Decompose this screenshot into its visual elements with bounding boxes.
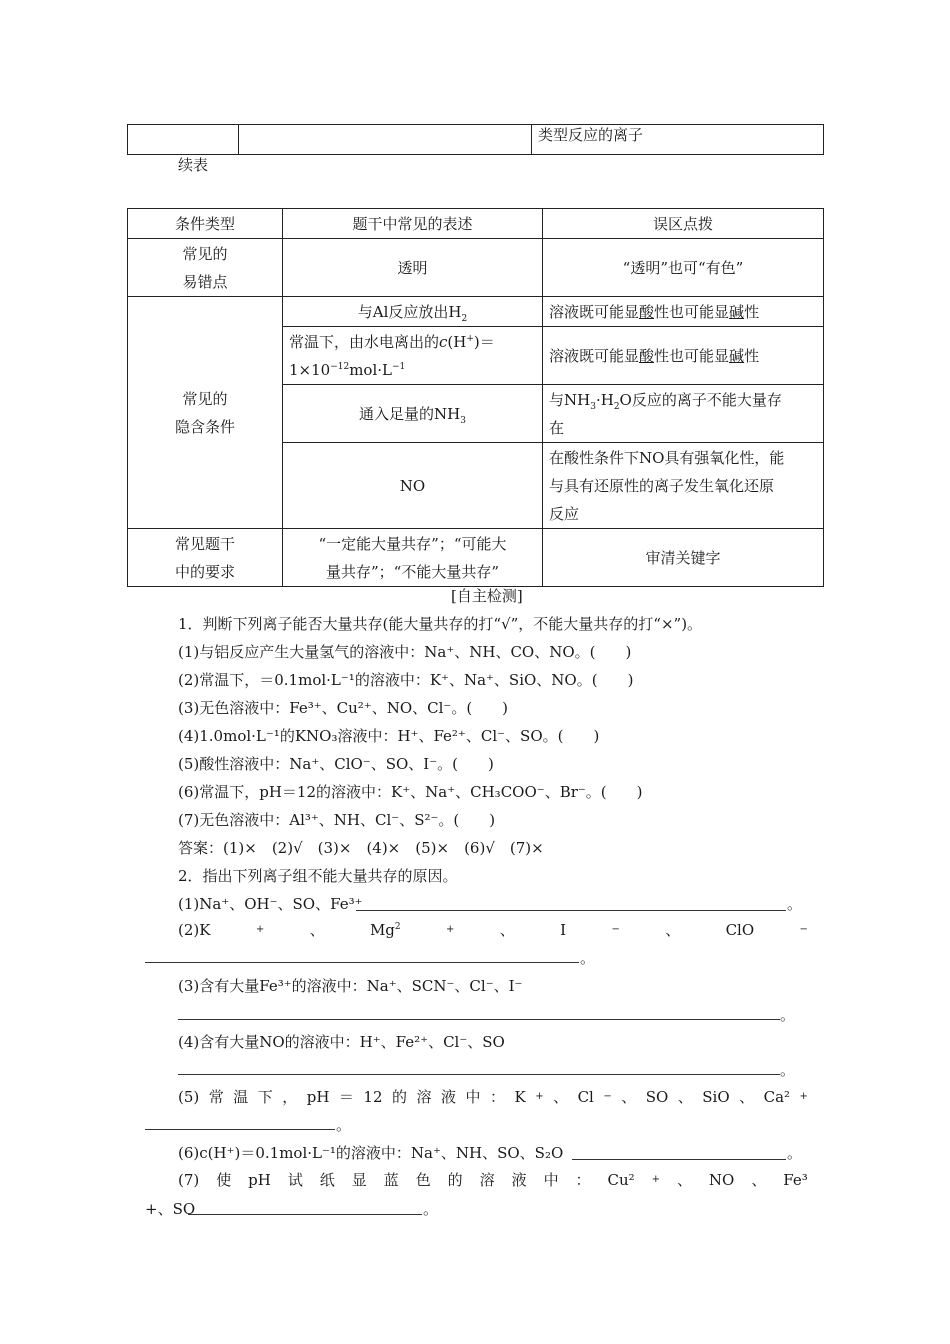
q2-item-5: (5) 常 温 下 ， pH ＝ 12 的 溶 液 中 ： K + 、 Cl − 、 SO 、 SiO 、 Ca² + bbox=[178, 1088, 808, 1106]
q1-item: (7)无色溶液中：Al³⁺、NH、Cl⁻、S²⁻。( ) bbox=[178, 811, 496, 829]
continued-label: 续表 bbox=[178, 156, 209, 174]
expr-cell: 与Al反应放出$H_2$ bbox=[283, 297, 543, 327]
top-cell-2 bbox=[239, 125, 532, 155]
q2-stem: 2．指出下列离子组不能大量共存的原因。 bbox=[178, 867, 458, 885]
expr-cell: 透明 bbox=[283, 239, 543, 297]
tip-cell: 溶液既可能显酸性也可能显碱性 bbox=[543, 297, 824, 327]
period: 。 bbox=[336, 1116, 352, 1134]
period: 。 bbox=[423, 1200, 439, 1218]
tip-cell: 与$NH_3\cdot H_2O$反应的离子不能大量存 在 bbox=[543, 385, 824, 443]
type-line: 常见的 bbox=[182, 244, 228, 263]
header-type: 条件类型 bbox=[128, 209, 283, 239]
q2-item-3: (3)含有大量Fe³⁺的溶液中：Na⁺、SCN⁻、Cl⁻、I⁻ bbox=[178, 977, 523, 995]
q2-item-6: (6)c(H⁺)＝0.1mol·L⁻¹的溶液中：Na⁺、NH、SO、S₂O bbox=[178, 1144, 564, 1162]
period: 。 bbox=[780, 1006, 796, 1024]
answer-blank[interactable] bbox=[178, 1019, 780, 1020]
tip-cell: 溶液既可能显酸性也可能显碱性 bbox=[543, 327, 824, 385]
table-row bbox=[128, 297, 824, 327]
expr-cell: 常温下，由水电离出的c(H+)＝ $1\times 10^{-12}mol\cdot L^{-1}$ bbox=[283, 327, 543, 385]
q2-item-7: (7) 使 pH 试 纸 显 蓝 色 的 溶 液 中 ： Cu² + 、 NO 、 Fe³ bbox=[178, 1171, 808, 1189]
top-table-fragment bbox=[127, 124, 824, 155]
period: 。 bbox=[780, 1061, 796, 1079]
q1-answer: 答案：(1)× (2)√ (3)× (4)× (5)× (6)√ (7)× bbox=[178, 839, 544, 857]
section-title: [自主检测] bbox=[451, 587, 523, 605]
type-cell bbox=[128, 297, 283, 529]
q2-item-1: (1)Na⁺、OH⁻、SO、Fe³⁺ bbox=[178, 895, 363, 913]
period: 。 bbox=[580, 949, 596, 967]
table-row bbox=[128, 239, 824, 297]
answer-blank[interactable] bbox=[145, 1129, 335, 1130]
q1-item: (3)无色溶液中：Fe³⁺、Cu²⁺、NO、Cl⁻。( ) bbox=[178, 699, 509, 717]
type-line: 隐含条件 bbox=[174, 417, 235, 436]
type-line: 易错点 bbox=[182, 272, 228, 291]
answer-blank[interactable] bbox=[188, 1214, 422, 1215]
period: 。 bbox=[787, 895, 803, 913]
tip-cell: “透明”也可“有色” bbox=[543, 239, 824, 297]
table-row bbox=[128, 529, 824, 587]
q2-item-2: (2)K + 、 Mg$^2$ + 、 I − 、 ClO − bbox=[178, 921, 808, 939]
type-line: 常见的 bbox=[182, 389, 228, 408]
expr-cell: “一定能大量共存”；“可能大 量共存”；“不能大量共存” bbox=[283, 529, 543, 587]
q1-item: (1)与铝反应产生大量氢气的溶液中：Na⁺、NH、CO、NO。( ) bbox=[178, 643, 632, 661]
type-cell bbox=[128, 239, 283, 297]
answer-blank[interactable] bbox=[145, 962, 579, 963]
period: 。 bbox=[787, 1144, 803, 1162]
top-cell-1 bbox=[128, 125, 239, 155]
top-cell-3: 类型反应的离子 bbox=[532, 125, 824, 155]
q1-item: (4)1.0mol·L⁻¹的KNO₃溶液中：H⁺、Fe²⁺、Cl⁻、SO。( ) bbox=[178, 727, 600, 745]
q1-item: (5)酸性溶液中：Na⁺、ClO⁻、SO、I⁻。( ) bbox=[178, 755, 494, 773]
answer-blank[interactable] bbox=[572, 1159, 786, 1160]
header-expr: 题干中常见的表述 bbox=[283, 209, 543, 239]
q1-stem: 1．判断下列离子能否大量共存(能大量共存的打“√”，不能大量共存的打“×”)。 bbox=[178, 615, 703, 633]
q1-item: (2)常温下，＝0.1mol·L⁻¹的溶液中：K⁺、Na⁺、SiO、NO。( ) bbox=[178, 671, 634, 689]
header-tip: 误区点拨 bbox=[543, 209, 824, 239]
q1-item: (6)常温下，pH＝12的溶液中：K⁺、Na⁺、CH₃COO⁻、Br⁻。( ) bbox=[178, 783, 643, 801]
condition-table bbox=[127, 208, 824, 587]
tip-cell: 审清关键字 bbox=[543, 529, 824, 587]
answer-blank[interactable] bbox=[356, 910, 786, 911]
tip-cell: 在酸性条件下NO具有强氧化性，能 与具有还原性的离子发生氧化还原 反应 bbox=[543, 443, 824, 529]
expr-cell: NO bbox=[283, 443, 543, 529]
expr-cell: 通入足量的$NH_3$ bbox=[283, 385, 543, 443]
answer-blank[interactable] bbox=[178, 1074, 780, 1075]
q2-item-7-line2: +、SO bbox=[145, 1200, 196, 1218]
q2-item-4: (4)含有大量NO的溶液中：H⁺、Fe²⁺、Cl⁻、SO bbox=[178, 1033, 505, 1051]
type-cell: 常见题干 中的要求 bbox=[128, 529, 283, 587]
table-header-row bbox=[128, 209, 824, 239]
